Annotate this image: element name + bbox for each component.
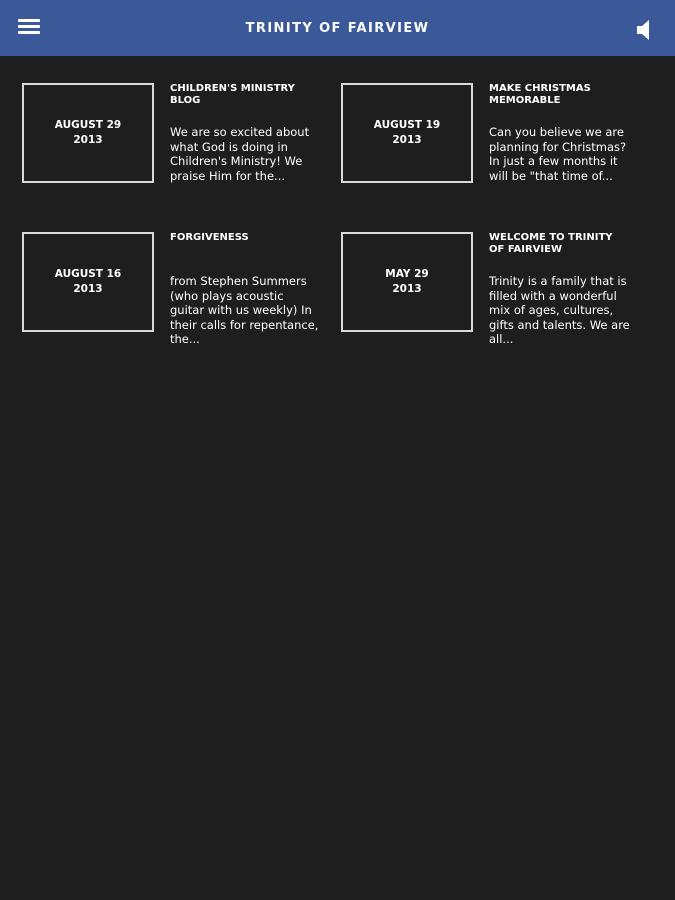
date-year: 2013 (73, 134, 103, 146)
date-year: 2013 (392, 283, 422, 295)
speaker-icon[interactable] (635, 18, 657, 42)
post-excerpt: We are so excited about what God is doing in Children's Ministry! We praise Him for the... (170, 125, 310, 183)
date-month-day: AUGUST 16 (54, 268, 122, 280)
post-card[interactable] (22, 83, 322, 187)
menu-bar (18, 19, 40, 22)
post-excerpt: from Stephen Summers (who plays acoustic guitar with us weekly) In their calls for repentance, the... (170, 274, 319, 346)
date-month-day: AUGUST 29 (54, 119, 122, 131)
app-header (0, 0, 675, 56)
date-box (22, 232, 154, 332)
date-box (341, 232, 473, 332)
post-title: WELCOME TO TRINITY OF FAIRVIEW (489, 232, 613, 255)
post-title: CHILDREN'S MINISTRY BLOG (170, 83, 295, 106)
post-title: MAKE CHRISTMAS MEMORABLE (489, 83, 591, 106)
post-title: FORGIVENESS (170, 232, 249, 243)
date-month-day: AUGUST 19 (373, 119, 441, 131)
post-excerpt: Trinity is a family that is filled with a wonderful mix of ages, cultures, gifts and talents. We are all... (489, 274, 630, 346)
date-year: 2013 (73, 283, 103, 295)
hamburger-menu-icon[interactable] (14, 16, 44, 40)
menu-bar (18, 25, 40, 28)
post-card[interactable] (341, 83, 641, 187)
date-month-day: MAY 29 (385, 268, 429, 280)
date-year: 2013 (392, 134, 422, 146)
post-card[interactable] (22, 232, 322, 346)
date-box (22, 83, 154, 183)
menu-bar (18, 31, 40, 34)
speaker-icon-graphic (635, 18, 657, 42)
date-box (341, 83, 473, 183)
post-excerpt: Can you believe we are planning for Christmas? In just a few months it will be "that time of... (489, 125, 627, 183)
post-card[interactable] (341, 232, 641, 346)
app-title: TRINITY OF FAIRVIEW (245, 20, 430, 36)
